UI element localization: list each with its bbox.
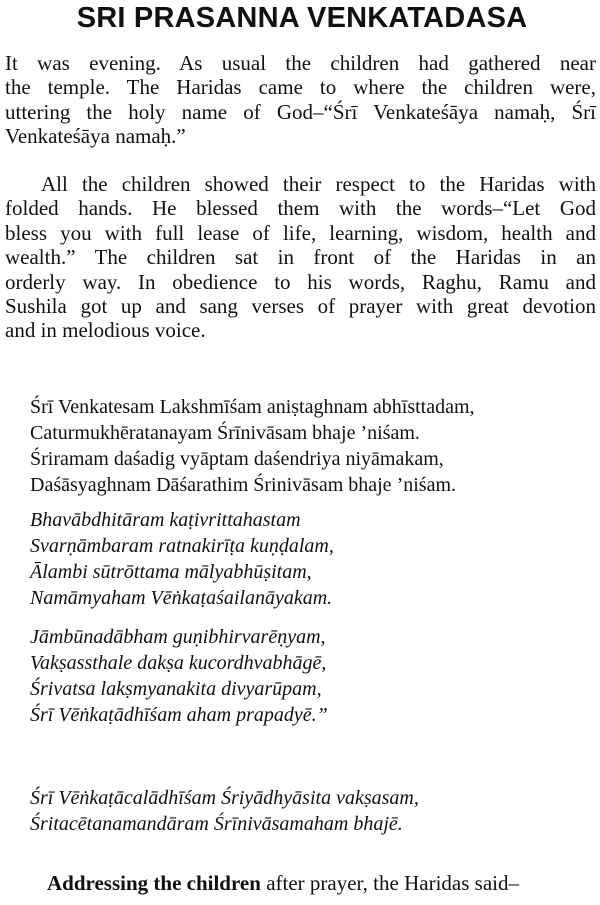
verse-line: Svarṇāmbaram ratnakirīṭa kuṇḍalam, [30, 535, 334, 557]
paragraph-line: the temple. The Haridas came to where the children were, [5, 75, 596, 100]
verse-line: Śritacētanamandāram Śrīnivāsamaham bhajē. [30, 813, 403, 835]
verse-line: Bhavābdhitāram kaṭivrittahastam [30, 509, 301, 531]
verse-3 [30, 624, 595, 728]
verse-line: Śrī Vēṅkaṭācalādhīśam Śriyādhyāsita vakṣasam, [30, 787, 419, 809]
verse-line: Daśāsyaghnam Dāśarathim Śrinivāsam bhaje ’niśam. [30, 474, 456, 496]
paragraph-1 [5, 51, 596, 149]
verse-line: Vakṣassthale dakṣa kucordhvabhāgē, [30, 652, 327, 674]
paragraph-line: It was evening. As usual the children had gathered near [5, 51, 596, 75]
closing-bold-text: Addressing the children [47, 871, 261, 895]
paragraph-line: uttering the holy name of God–“Śrī Venkateśāya namaḥ, Śrī [5, 99, 596, 124]
verse-2 [30, 507, 595, 611]
verse-line: Namāmyaham Vēṅkaṭaśailanāyakam. [30, 587, 333, 609]
verse-1 [30, 394, 595, 498]
paragraph-line: Sushila got up and sang verses of prayer with great devotion [5, 294, 596, 319]
paragraph-line: orderly way. In obedience to his words, Raghu, Ramu and [5, 269, 596, 294]
verse-line: Śrī Vēṅkaṭādhīśam aham prapadyē.” [30, 704, 328, 726]
verse-line: Ālambi sūtrōttama mālyabhūṣitam, [30, 561, 312, 583]
page-title: SRI PRASANNA VENKATADASA [76, 2, 528, 34]
verse-4 [30, 785, 595, 837]
paragraph-line: bless you with full lease of life, learning, wisdom, health and [5, 220, 596, 245]
verse-line: Śrivatsa lakṣmyanakita divyarūpam, [30, 678, 322, 700]
paragraph-line: All the children showed their respect to the Haridas with [41, 172, 596, 196]
closing-text: after prayer, the Haridas said– [260, 871, 519, 895]
verse-line: Caturmukhēratanayam Śrīnivāsam bhaje ’niśam. [30, 422, 420, 444]
paragraph-2 [5, 172, 596, 343]
paragraph-line: wealth.” The children sat in front of the Haridas in an [5, 245, 596, 270]
paragraph-line: Venkateśāya namaḥ.” [5, 124, 186, 149]
paragraph-line: and in melodious voice. [5, 318, 206, 343]
closing-line [47, 870, 597, 896]
verse-line: Jāmbūnadābham guṇibhirvarēṇyam, [30, 626, 326, 648]
verse-line: Śriramam daśadig vyāptam daśendriya niyāmakam, [30, 448, 444, 470]
verse-line: Śrī Venkatesam Lakshmīśam aniṣtaghnam abhīsttadam, [30, 396, 475, 418]
paragraph-line: folded hands. He blessed them with the words–“Let God [5, 196, 596, 221]
